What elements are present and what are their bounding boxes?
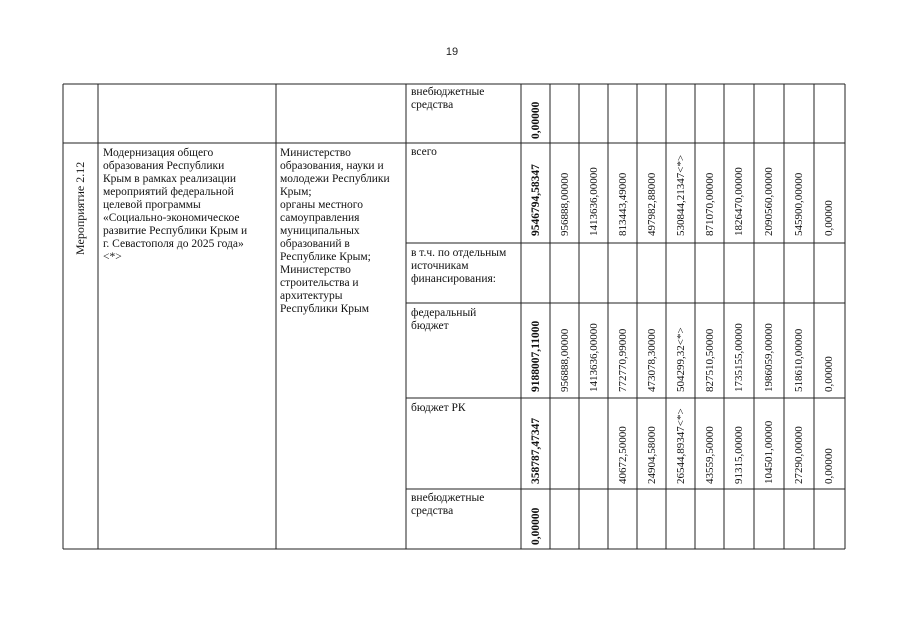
- row-total-value: 0,00000: [530, 507, 542, 545]
- row-year-value: 827510,50000: [704, 328, 716, 392]
- row-source-label: внебюджетные средства: [411, 492, 485, 517]
- row-year-value: 27290,00000: [793, 426, 805, 484]
- row-year-value: 504299,32<*>: [675, 327, 687, 392]
- row-year-value: 956888,00000: [559, 328, 571, 392]
- row-year-value: 26544,89347<*>: [675, 408, 687, 484]
- row-year-value: 497982,88000: [646, 172, 658, 236]
- row-year-value: 40672,50000: [617, 426, 629, 484]
- top-source-label: внебюджетные средства: [411, 86, 485, 111]
- measure-name: Модернизация общего образования Республики Крым в рамках реализации мероприятий федеральной целевой программы «Социально-экономическое развитие Республики Крым и г. Севастополя до 2025 года» <*>: [103, 147, 248, 263]
- row-year-value: 2090560,00000: [763, 167, 775, 236]
- row-source-label: бюджет РК: [411, 402, 466, 414]
- row-year-value: 24904,58000: [646, 426, 658, 484]
- row-total-value: 9546794,58347: [530, 164, 542, 236]
- row-year-value: 956888,00000: [559, 172, 571, 236]
- row-total-value: 358787,47347: [530, 417, 542, 484]
- row-source-label: всего: [411, 146, 437, 158]
- measure-executor: Министерство образования, науки и молодежи Республики Крым; органы местного самоуправления муниципальных образований в Республике Крым; Министерство строительства и архитектуры Республики Крым: [280, 147, 390, 315]
- row-year-value: 473078,30000: [646, 328, 658, 392]
- row-year-value: 1413636,00000: [588, 167, 600, 236]
- top-total-value: 0,00000: [530, 101, 542, 139]
- row-year-value: 1986059,00000: [763, 323, 775, 392]
- row-year-value: 0,00000: [823, 448, 835, 484]
- row-year-value: 545900,00000: [793, 172, 805, 236]
- row-source-label: федеральный бюджет: [411, 307, 477, 332]
- row-year-value: 91315,00000: [733, 426, 745, 484]
- row-total-value: 9188007,11000: [530, 320, 542, 392]
- row-year-value: 0,00000: [823, 356, 835, 392]
- row-year-value: 1826470,00000: [733, 167, 745, 236]
- row-year-value: 871070,00000: [704, 172, 716, 236]
- row-year-value: 1413636,00000: [588, 323, 600, 392]
- row-year-value: 43559,50000: [704, 426, 716, 484]
- row-year-value: 518610,00000: [793, 328, 805, 392]
- row-year-value: 1735155,00000: [733, 323, 745, 392]
- row-year-value: 813443,49000: [617, 172, 629, 236]
- row-year-value: 772770,99000: [617, 328, 629, 392]
- measure-label: Мероприятие 2.12: [73, 161, 87, 255]
- row-year-value: 530844,21347<*>: [675, 154, 687, 236]
- row-year-value: 0,00000: [823, 200, 835, 236]
- row-source-label: в т.ч. по отдельным источникам финансирования:: [411, 247, 507, 285]
- row-year-value: 104501,00000: [763, 420, 775, 484]
- page-number: 19: [445, 46, 459, 58]
